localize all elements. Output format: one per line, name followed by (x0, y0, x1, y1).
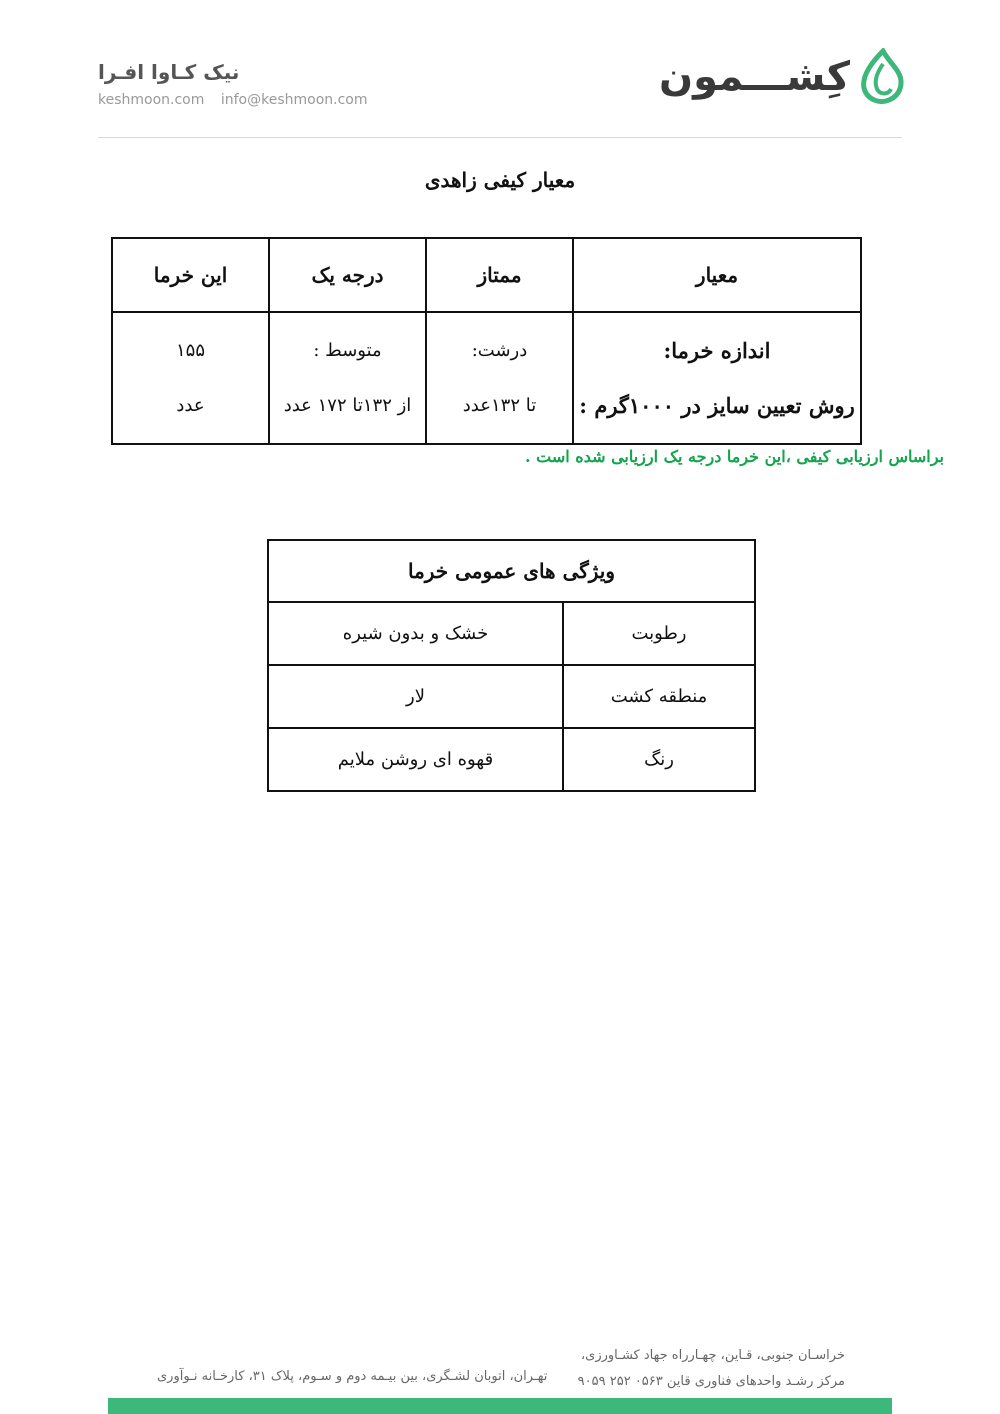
feature-property: منطقه کشت (563, 665, 755, 728)
grade1-cell (269, 312, 426, 444)
grade1-line2: از ۱۳۲تا ۱۷۲ عدد (283, 395, 412, 416)
header-criterion: معیار (573, 238, 861, 312)
footer-line2: مرکز رشـد واحدهای فناوری قاین ۰۵۶۳ ۲۵۲ ۹۰۵۹ (577, 1374, 845, 1389)
leaf-logo-icon (858, 48, 908, 106)
table-row (268, 728, 755, 791)
header-grade1: درجه یک (269, 238, 426, 312)
excellent-line1: درشت: (471, 340, 528, 361)
company-name: نیک کـاوا افـرا (98, 60, 240, 84)
table-row (268, 665, 755, 728)
footer-address-khorasan (578, 1343, 845, 1395)
criteria-table (111, 237, 862, 445)
company-contact (98, 92, 367, 108)
excellent-line2: تا ۱۳۲عدد (462, 395, 537, 416)
header-this-date: این خرما (112, 238, 269, 312)
criterion-line2: روش تعیین سایز در ۱۰۰۰گرم : (579, 393, 855, 418)
excellent-cell (426, 312, 573, 444)
table-row (112, 312, 861, 444)
this-date-line1: ۱۵۵ (175, 340, 205, 361)
features-title: ویژگی های عمومی خرما (268, 540, 755, 602)
page-title: معیار کیفی زاهدی (424, 168, 576, 192)
this-date-line2: عدد (176, 395, 205, 416)
assessment-note: براساس ارزیابی کیفی ،این خرما درجه یک ارزیابی شده است . (525, 447, 944, 466)
company-info (98, 60, 367, 108)
email-link[interactable]: info@keshmoon.com (220, 92, 368, 108)
table-row (268, 602, 755, 665)
brand-logo (659, 48, 908, 106)
feature-property: رنگ (563, 728, 755, 791)
footer-line1: خراسـان جنوبی، قـاین، چهـارراه جهاد کشـاورزی، (580, 1348, 845, 1363)
footer-bar (108, 1398, 892, 1414)
header-excellent: ممتاز (426, 238, 573, 312)
header-divider (98, 137, 902, 138)
footer-address-tehran: تهـران، اتوبان لشـگری، بین بیـمه دوم و سـوم، پلاک ۳۱، کارخـانه نـوآوری (157, 1369, 548, 1384)
feature-value: لار (268, 665, 563, 728)
features-table (267, 539, 756, 792)
table-header-row (268, 540, 755, 602)
this-date-cell (112, 312, 269, 444)
feature-property: رطوبت (563, 602, 755, 665)
criterion-line1: اندازه خرما: (663, 338, 771, 363)
brand-name: کِشـــمون (658, 54, 850, 100)
website-link[interactable]: keshmoon.com (98, 92, 205, 108)
table-header-row (112, 238, 861, 312)
feature-value: قهوه ای روشن ملایم (268, 728, 563, 791)
criterion-cell (573, 312, 861, 444)
grade1-line1: متوسط : (313, 340, 382, 361)
feature-value: خشک و بدون شیره (268, 602, 563, 665)
